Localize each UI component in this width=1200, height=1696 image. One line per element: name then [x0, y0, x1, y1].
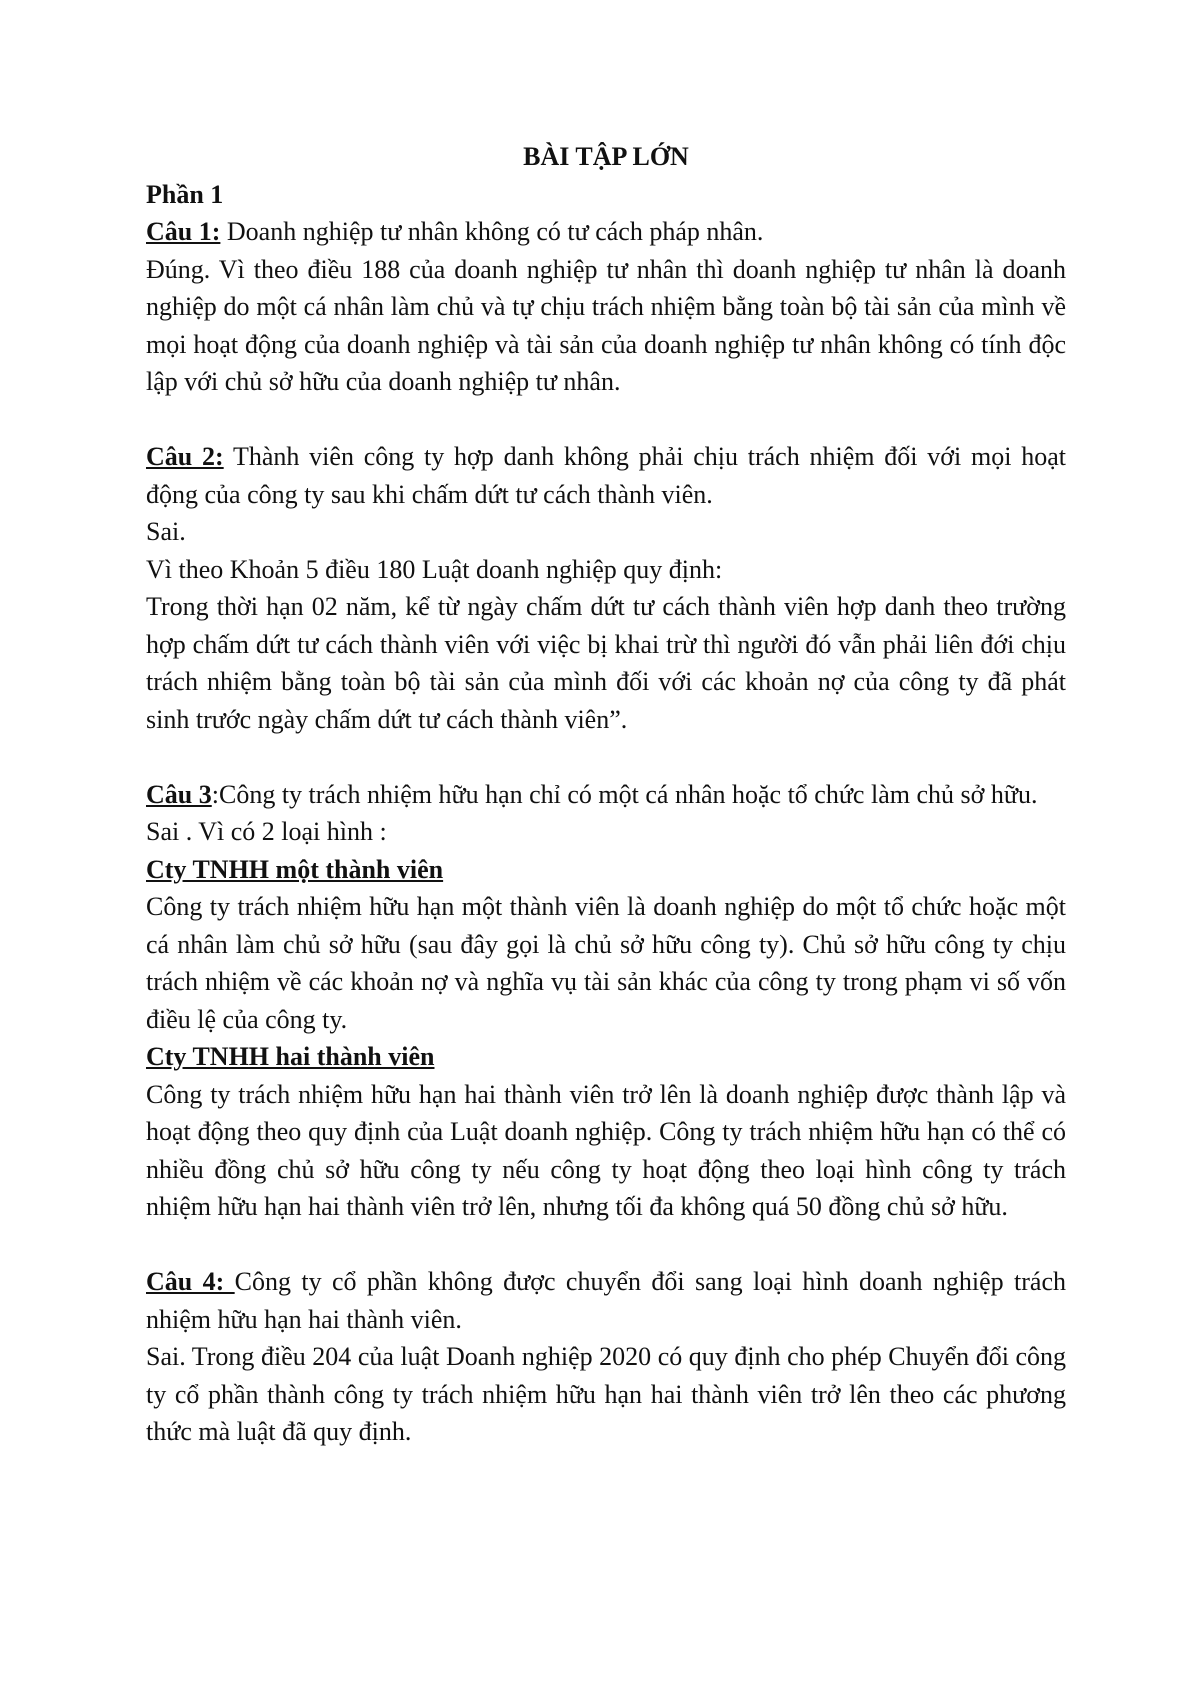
question-1: [146, 213, 1066, 251]
verdict-3: Sai . Vì có 2 loại hình :: [146, 817, 387, 846]
document-title: BÀI TẬP LỚN: [523, 142, 689, 171]
question-3: [146, 776, 1066, 814]
question-4-label: Câu 4:: [146, 1267, 235, 1296]
answer-1: Đúng. Vì theo điều 188 của doanh nghiệp tư nhân thì doanh nghiệp tư nhân là doanh nghiệp do một cá nhân làm chủ và tự chịu trách nhiệm bằng toàn bộ tài sản của mình về mọi hoạt động của doanh nghiệp và tài sản của doanh nghiệp tư nhân không có tính độc lập với chủ sở hữu của doanh nghiệp tư nhân.: [146, 254, 1066, 396]
question-3-text: :Công ty trách nhiệm hữu hạn chỉ có một cá nhân hoặc tổ chức làm chủ sở hữu.: [211, 779, 1038, 809]
question-1-label: Câu 1:: [146, 217, 221, 246]
text-two-member: Công ty trách nhiệm hữu hạn hai thành viên trở lên là doanh nghiệp được thành lập và hoạt động theo quy định của Luật doanh nghiệp. Công ty trách nhiệm hữu hạn có thể có nhiều đồng chủ sở hữu công ty nếu công ty hoạt động theo loại hình công ty trách nhiệm hữu hạn hai thành viên trở lên, nhưng tối đa không quá 50 đồng chủ sở hữu.: [146, 1079, 1066, 1221]
subheading-one-member: Cty TNHH một thành viên: [146, 854, 444, 884]
question-4-text: Công ty cổ phần không được chuyển đổi sang loại hình doanh nghiệp trách nhiệm hữu hạn hai thành viên.: [146, 1267, 1066, 1334]
verdict-2: Sai.: [146, 517, 186, 546]
question-4: [146, 1263, 1066, 1338]
answer-4: Sai. Trong điều 204 của luật Doanh nghiệp 2020 có quy định cho phép Chuyển đổi công ty cổ phần thành công ty trách nhiệm hữu hạn hai thành viên trở lên theo các phương thức mà luật đã quy định.: [146, 1342, 1066, 1446]
reference-2: Vì theo Khoản 5 điều 180 Luật doanh nghiệp quy định:: [146, 554, 723, 584]
spacer: [146, 738, 1066, 776]
text-one-member: Công ty trách nhiệm hữu hạn một thành viên là doanh nghiệp do một tổ chức hoặc một cá nhân làm chủ sở hữu (sau đây gọi là chủ sở hữu công ty). Chủ sở hữu công ty chịu trách nhiệm về các khoản nợ và nghĩa vụ tài sản khác của công ty trong phạm vi số vốn điều lệ của công ty.: [146, 892, 1066, 1034]
question-2: [146, 438, 1066, 513]
question-2-text: Thành viên công ty hợp danh không phải chịu trách nhiệm đối với mọi hoạt động của công ty sau khi chấm dứt tư cách thành viên.: [146, 442, 1066, 509]
answer-2: Trong thời hạn 02 năm, kể từ ngày chấm dứt tư cách thành viên hợp danh theo trường hợp chấm dứt tư cách thành viên với việc bị khai trừ thì người đó vẫn phải liên đới chịu trách nhiệm bằng toàn bộ tài sản của mình đối với các khoản nợ của công ty đã phát sinh trước ngày chấm dứt tư cách thành viên”.: [146, 592, 1066, 734]
question-3-label: Câu 3: [146, 779, 212, 809]
spacer: [146, 401, 1066, 439]
subheading-two-member: Cty TNHH hai thành viên: [146, 1042, 435, 1071]
spacer: [146, 1226, 1066, 1264]
question-2-label: Câu 2:: [146, 442, 224, 471]
part-heading: Phần 1: [146, 179, 224, 209]
document-page: [146, 138, 1066, 1451]
question-1-text: Doanh nghiệp tư nhân không có tư cách pháp nhân.: [220, 217, 764, 246]
